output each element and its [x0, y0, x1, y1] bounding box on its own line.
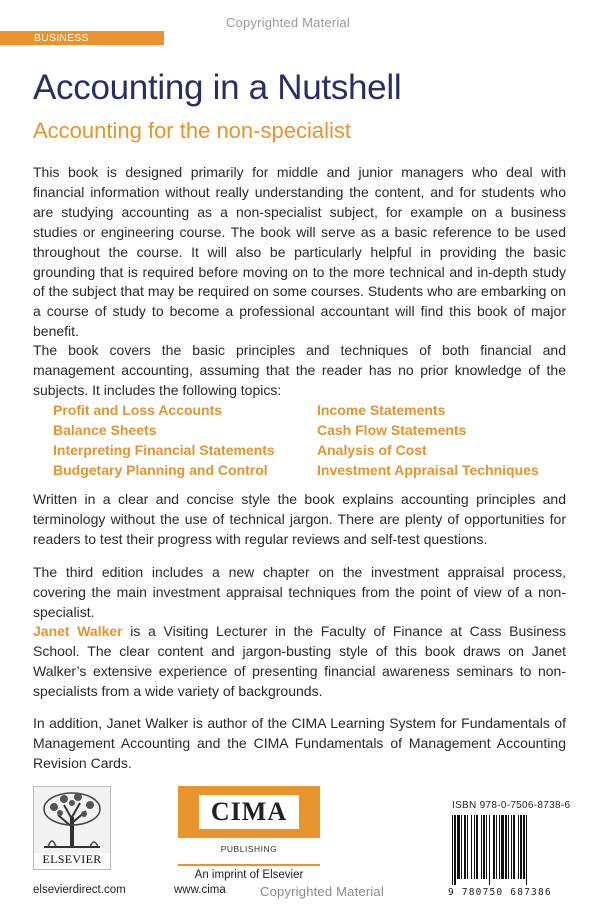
topic-item: Investment Appraisal Techniques: [317, 461, 539, 478]
topics-intro-paragraph: The book covers the basic principles and techniques of both financial and management accounting, assuming that the reader has no prior knowledge of the subjects. It includes the following topics:: [33, 342, 566, 398]
elsevier-logo: [33, 786, 111, 870]
cima-wordmark: CIMA: [199, 795, 299, 829]
topic-item: Analysis of Cost: [317, 441, 427, 458]
isbn-label: ISBN 978-0-7506-8738-6: [452, 800, 571, 811]
barcode-bar: [483, 815, 485, 879]
barcode-bar: [526, 815, 527, 885]
author-works-paragraph: In addition, Janet Walker is author of the CIMA Learning System for Fundamentals of Management Accounting and the CIMA Fundamentals of Management Accounting Revision Cards.: [33, 715, 566, 771]
barcode-bar: [486, 815, 487, 879]
author-bio-text: is a Visiting Lecturer in the Faculty of Finance at Cass Business School. The clear content and jargon-busting style of this book draws on Janet Walker’s extensive experience of presenting financial awareness seminars to non-specialists from a wide variety of backgrounds.: [33, 623, 566, 699]
barcode-digits: 9 780750 687386: [448, 887, 552, 898]
barcode-bar: [518, 815, 519, 879]
copyright-watermark-bottom: Copyrighted Material: [260, 884, 384, 899]
author-name: Janet Walker: [33, 623, 123, 639]
elsevier-wordmark: ELSEVIER: [42, 852, 102, 866]
barcode-bar: [452, 815, 453, 885]
category-label: BUSINESS MANAGEMENT: [0, 31, 164, 45]
barcode-bar: [471, 815, 472, 879]
barcode-bar: [520, 815, 522, 879]
barcode-icon: [448, 815, 572, 887]
barcode-bar: [493, 815, 495, 879]
book-subtitle: Accounting for the non-specialist: [33, 118, 351, 143]
barcode-bar: [474, 815, 475, 879]
topic-item: Cash Flow Statements: [317, 421, 467, 438]
topic-item: Interpreting Financial Statements: [53, 441, 275, 458]
barcode-bar: [481, 815, 482, 879]
barcode-bar: [464, 815, 466, 879]
book-title: Accounting in a Nutshell: [33, 68, 402, 107]
barcode-bar: [476, 815, 478, 879]
copyright-watermark: Copyrighted Material: [226, 15, 350, 30]
barcode-bar: [501, 815, 504, 879]
barcode-bar: [499, 815, 500, 879]
barcode-bar: [496, 815, 497, 879]
topics-list: [53, 401, 573, 481]
barcode-bar: [489, 815, 490, 885]
barcode-bar: [508, 815, 509, 879]
imprint-label: An imprint of Elsevier: [194, 869, 304, 881]
elsevier-url: elsevierdirect.com: [33, 884, 126, 896]
cima-logo: [178, 786, 320, 838]
topic-item: Balance Sheets: [53, 421, 157, 438]
topic-item: Profit and Loss Accounts: [53, 402, 223, 418]
cima-publishing-label: PUBLISHING: [178, 838, 320, 866]
author-bio-paragraph: [33, 622, 566, 702]
topic-item: Budgetary Planning and Control: [53, 461, 268, 478]
barcode-bar: [467, 815, 468, 879]
barcode-bar: [523, 815, 525, 879]
barcode-bar: [461, 815, 462, 879]
barcode-bar: [511, 815, 512, 879]
edition-paragraph: The third edition includes a new chapter on the investment appraisal process, covering the main investment appraisal techniques from the point of view of a non-specialist.: [33, 564, 566, 620]
barcode-bar: [505, 815, 507, 879]
barcode-bar: [513, 815, 515, 879]
barcode-bar: [457, 815, 460, 879]
tree-emblem-icon: [34, 787, 110, 853]
cima-url: www.cima: [174, 884, 226, 896]
barcode-bar: [454, 815, 456, 885]
description-paragraph: This book is designed primarily for middle and junior managers who deal with financial information without really understanding the content, and for students who are studying accounting as a non-specialist subject, for example on a business studies or engineering course. The book will serve as a basic reference to be used throughout the course. It will also be particularly helpful in providing the basic grounding that is required before moving on to the more technical and in-depth study of the subject that may be required on some courses. Students who are embarking on a course of study to become a professional accountant will find this book of major benefit.: [33, 164, 566, 340]
style-paragraph: Written in a clear and concise style the book explains accounting principles and terminology without the use of technical jargon. There are plenty of opportunities for readers to test their progress with regular reviews and self-test questions.: [33, 491, 566, 547]
topic-item: Income Statements: [317, 402, 446, 418]
